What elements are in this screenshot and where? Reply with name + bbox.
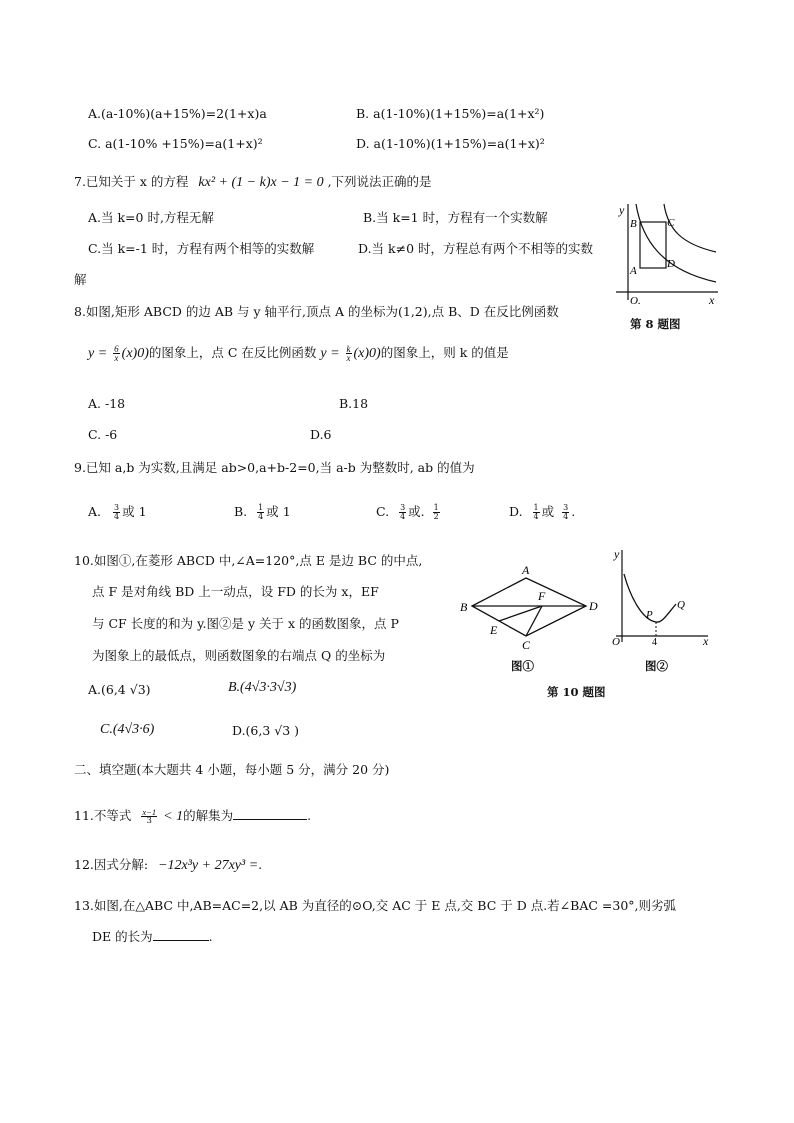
q10-option-c: C.(4√3·6) <box>100 722 155 737</box>
q11-end: . <box>307 808 312 823</box>
q8-option-b: B.18 <box>339 396 369 411</box>
q9-a-label: A. <box>88 504 102 519</box>
q8-end-text: 的图象上，则 k 的值是 <box>380 345 509 360</box>
q9-c-num2: 1 <box>433 503 439 512</box>
q9-c-den: 4 <box>400 512 406 521</box>
q8-option-c: C. -6 <box>88 427 118 442</box>
section2-heading: 二、填空题(本大题共 4 小题，每小题 5 分，满分 20 分) <box>74 762 390 777</box>
q10-figure-caption: 第 10 题图 <box>547 685 606 699</box>
q13-line1: 13.如图,在△ABC 中,AB=AC=2,以 AB 为直径的⊙O,交 AC 于 E 点,交 BC 于 D 点.若∠BAC =30°,则劣弧 <box>74 898 677 913</box>
q7-stem-prefix: 7.已知关于 x 的方程 <box>74 174 189 189</box>
q10-stem-line1: 10.如图①,在菱形 ABCD 中,∠A=120°,点 E 是边 BC 的中点, <box>74 553 423 568</box>
q8-option-d: D.6 <box>310 427 332 442</box>
q6-option-d: D. a(1-10%)(1+15%)=a(1+x)² <box>356 136 545 151</box>
q6-option-c: C. a(1-10% +15%)=a(1+x)² <box>88 136 263 151</box>
q11-frac-den: 3 <box>146 816 152 826</box>
q10-label-b: B <box>460 600 468 614</box>
q10-stem-line3: 与 CF 长度的和为 y.图②是 y 关于 x 的函数图象，点 P <box>92 616 399 631</box>
q8-func1-num: 6 <box>114 344 119 354</box>
q9-option-b <box>234 502 291 521</box>
q8-option-a: A. -18 <box>88 396 126 411</box>
q13-answer-blank[interactable] <box>153 928 209 941</box>
q10-label-a: A <box>522 563 530 577</box>
q9-b-rest: 或 1 <box>266 504 291 519</box>
q8-curve-inner <box>636 204 716 282</box>
q10-option-d: D.(6,3 √3 ) <box>232 723 300 738</box>
q9-d-label: D. <box>509 504 523 519</box>
q8-func2-cond: (x)0) <box>353 346 381 361</box>
q10-fig2-label-x: x <box>703 634 709 646</box>
q8-label-x: x <box>709 293 715 307</box>
q11-suffix: 的解集为 <box>183 808 234 823</box>
q8-mid-text: 的图象上，点 C 在反比例函数 <box>148 345 317 360</box>
q8-func1-cond: (x)0) <box>121 346 149 361</box>
q9-a-num: 3 <box>114 503 120 512</box>
q8-label-o: O. <box>630 295 641 307</box>
q6-option-a: A.(a-10%)(a+15%)=2(1+x)a <box>88 106 267 121</box>
q9-d-num2: 3 <box>563 503 569 512</box>
q9-c-num: 3 <box>400 503 406 512</box>
q8-label-d: D <box>667 258 675 270</box>
q10-fig2-label-y: y <box>614 547 620 561</box>
q9-d-den: 4 <box>533 512 539 521</box>
q13-line2-text: DE 的长为 <box>92 929 153 944</box>
q8-func2-lhs: y = <box>320 346 340 361</box>
q8-figure <box>612 200 722 308</box>
q10-stem-line2: 点 F 是对角线 BD 上一动点，设 FD 的长为 x，EF <box>92 584 379 599</box>
q11-prefix: 11.不等式 <box>74 808 132 823</box>
q8-stem-line2 <box>88 343 509 362</box>
q7-option-a: A.当 k=0 时,方程无解 <box>88 210 214 225</box>
q9-d-num: 1 <box>533 503 539 512</box>
q11-answer-blank[interactable] <box>233 807 307 820</box>
q7-stem <box>74 172 432 191</box>
q9-d-den2: 4 <box>563 512 569 521</box>
q13-line2 <box>92 927 213 945</box>
q7-equation: kx² + (1 − k)x − 1 = 0 <box>198 175 324 190</box>
q10-label-d: D <box>589 599 598 613</box>
q11 <box>74 806 311 825</box>
q9-stem: 9.已知 a,b 为实数,且满足 ab>0,a+b-2=0,当 a-b 为整数时, ab 的值为 <box>74 460 475 475</box>
q12-expression: −12x³y + 27xy³ = <box>158 858 259 873</box>
q9-a-den: 4 <box>114 512 120 521</box>
q8-label-c: C <box>667 217 675 229</box>
q10-fig2-label-p: P <box>646 609 653 621</box>
q9-c-mid: 或. <box>408 504 425 519</box>
q9-b-num: 1 <box>258 503 264 512</box>
q10-option-b: B.(4√3·3√3) <box>228 680 297 695</box>
q8-label-b: B <box>630 218 637 230</box>
q9-c-label: C. <box>376 504 390 519</box>
q7-option-d-continued: 解 <box>74 272 87 287</box>
q12-prefix: 12.因式分解: <box>74 857 149 872</box>
q9-d-end: . <box>571 504 576 519</box>
q9-option-a <box>88 502 147 521</box>
q9-option-d <box>509 502 575 521</box>
q7-option-c: C.当 k=-1 时，方程有两个相等的实数解 <box>88 241 315 256</box>
q10-fig2-label-q: Q <box>677 599 685 611</box>
q10-label-e: E <box>490 623 498 637</box>
q7-option-d: D.当 k≠0 时，方程总有两个不相等的实数 <box>358 241 593 256</box>
q7-stem-suffix: ,下列说法正确的是 <box>327 174 432 189</box>
q8-func2-num: k <box>346 344 351 354</box>
q8-func1-den: x <box>114 353 119 363</box>
q8-func2-den: x <box>346 353 351 363</box>
q10-fig1-caption: 图① <box>511 659 534 673</box>
q11-inequality: < 1 <box>163 809 184 824</box>
q9-d-mid: 或 <box>541 504 555 519</box>
q10-option-a: A.(6,4 √3) <box>88 682 151 697</box>
q10-fig2-caption: 图② <box>645 659 668 673</box>
q8-stem-line1: 8.如图,矩形 ABCD 的边 AB 与 y 轴平行,顶点 A 的坐标为(1,2),点 B、D 在反比例函数 <box>74 304 559 319</box>
q11-frac-num: x−1 <box>142 807 157 817</box>
q9-a-rest: 或 1 <box>122 504 147 519</box>
q10-label-f: F <box>538 589 546 603</box>
q10-fig2-tick-4: 4 <box>652 637 657 646</box>
q9-option-c <box>376 502 442 521</box>
q7-option-b: B.当 k=1 时，方程有一个实数解 <box>363 210 548 225</box>
q10-stem-line4: 为图象上的最低点，则函数图象的右端点 Q 的坐标为 <box>92 648 386 663</box>
q8-func1-lhs: y = <box>88 346 108 361</box>
q8-label-y: y <box>619 203 625 217</box>
q8-figure-caption: 第 8 题图 <box>630 317 681 331</box>
q10-figure2 <box>608 546 712 646</box>
q9-b-den: 4 <box>258 512 264 521</box>
q8-rectangle <box>640 222 666 268</box>
q9-c-den2: 2 <box>433 512 439 521</box>
q10-label-c: C <box>522 638 531 652</box>
q9-b-label: B. <box>234 504 248 519</box>
q13-end: . <box>208 929 213 944</box>
q12-end: . <box>258 857 263 872</box>
q12 <box>74 855 262 874</box>
q8-label-a: A <box>630 265 637 277</box>
q10-fig2-label-o: O <box>612 636 620 646</box>
q6-option-b: B. a(1-10%)(1+15%)=a(1+x²) <box>356 106 545 121</box>
q10-figure1 <box>456 560 606 660</box>
